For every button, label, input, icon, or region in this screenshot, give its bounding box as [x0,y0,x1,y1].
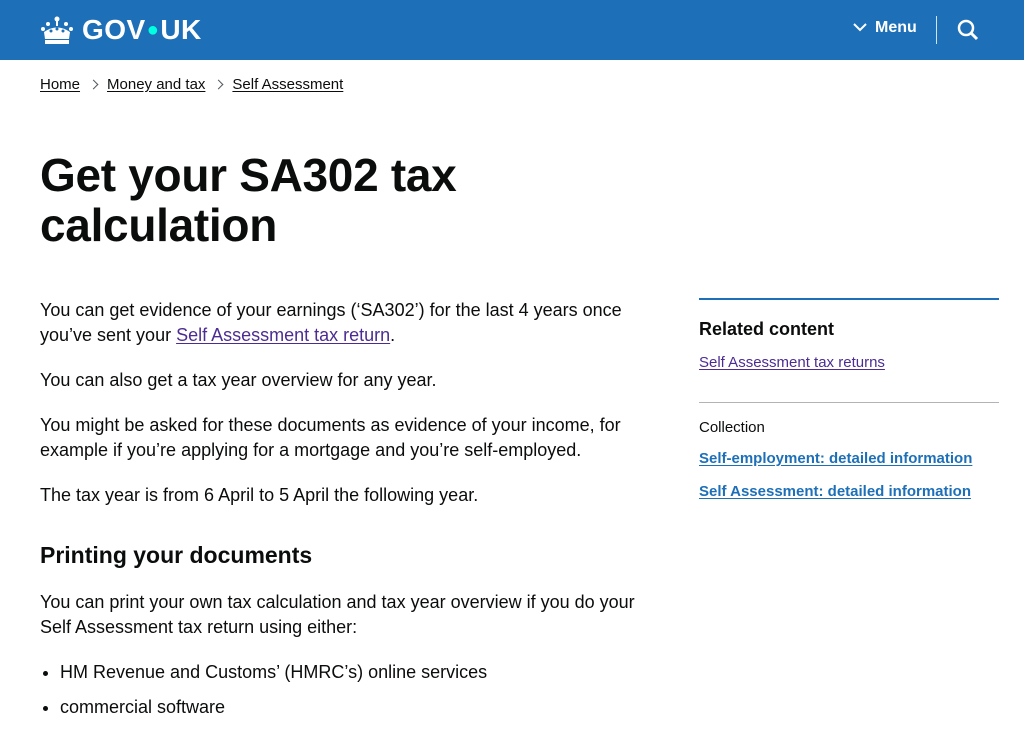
crown-icon [40,15,74,47]
section-heading-printing: Printing your documents [40,542,313,568]
logo-text-uk: UK [160,14,202,45]
breadcrumb [40,76,343,93]
site-header [0,0,1024,60]
related-link-self-assessment-returns[interactable]: Self Assessment tax returns [699,354,885,371]
tax-year-paragraph: The tax year is from 6 April to 5 April the following year. [40,485,479,505]
govuk-logo[interactable] [40,12,202,50]
logo-dot: ● [146,18,160,41]
sidebar-divider [699,402,999,403]
chevron-right-icon [214,80,224,90]
intro-paragraph [40,298,650,348]
search-button[interactable] [957,19,979,46]
collection-label: Collection [699,419,765,436]
related-content-heading: Related content [699,319,835,339]
collection-link-self-employment[interactable]: Self-employment: detailed information [699,450,973,467]
para1-end: . [390,325,396,345]
header-divider [936,16,937,44]
overview-paragraph: You can also get a tax year overview for any year. [40,370,437,390]
main-content [40,298,650,730]
logo-text-gov: GOV [82,14,146,45]
breadcrumb-home[interactable]: Home [40,76,81,93]
menu-button[interactable] [853,19,917,37]
page-title: Get your SA302 tax calculation [40,149,457,251]
breadcrumb-money-and-tax[interactable]: Money and tax [107,76,206,93]
evidence-paragraph: You might be asked for these documents as evidence of your income, for example if you’re applying for a mortgage and you’re self-employed. [40,415,621,460]
para1-text: You can get evidence of your earnings (‘SA302’) for the last 4 years once you’ve sent your [40,300,622,345]
logo-wordmark [82,12,202,50]
chevron-right-icon [89,80,99,90]
collection-link-self-assessment[interactable]: Self Assessment: detailed information [699,483,972,500]
self-assessment-return-link[interactable]: Self Assessment tax return [176,325,391,345]
list-item: • HM Revenue and Customs’ (HMRC’s) online services [60,660,650,685]
search-icon [957,28,979,45]
printing-options-list [40,660,650,720]
menu-label: Menu [875,19,917,36]
chevron-down-icon [853,19,875,37]
list-item: • commercial software [60,695,650,720]
printing-paragraph: You can print your own tax calculation and tax year overview if you do your Self Assessment tax return using either: [40,592,635,637]
breadcrumb-self-assessment[interactable]: Self Assessment [232,76,344,93]
related-content-sidebar [699,298,999,516]
